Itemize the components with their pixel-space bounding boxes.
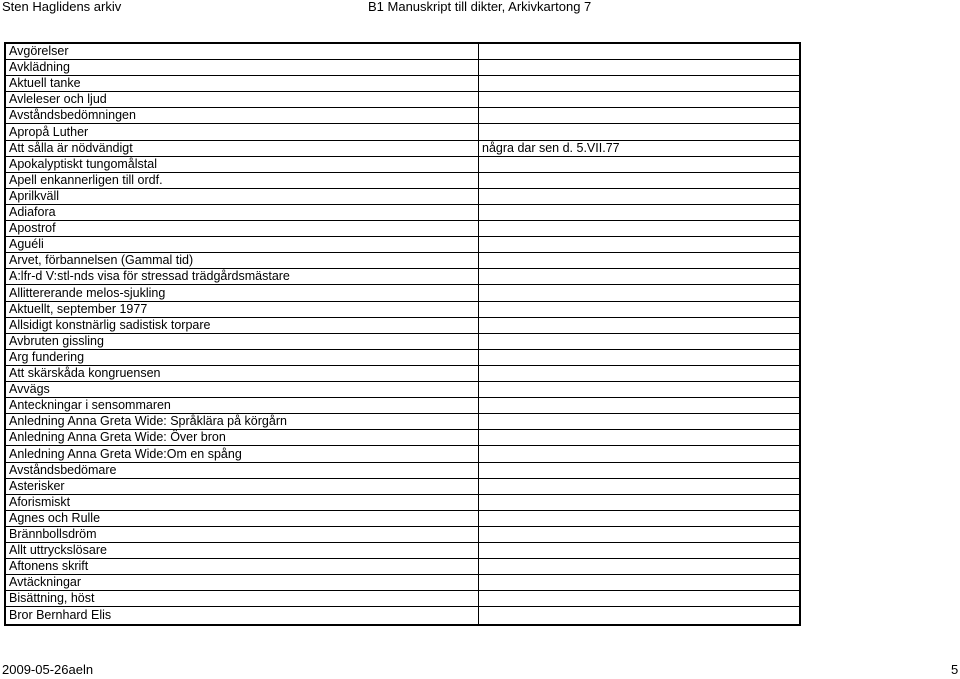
poem-title-cell: Allt uttryckslösare bbox=[9, 543, 107, 558]
table-row bbox=[6, 173, 799, 189]
table-row bbox=[6, 608, 799, 624]
poem-title-cell: Allittererande melos-sjukling bbox=[9, 285, 166, 300]
table-row bbox=[6, 527, 799, 543]
poem-title-cell: Arg fundering bbox=[9, 349, 85, 364]
poem-title-cell: Allsidigt konstnärlig sadistisk torpare bbox=[9, 317, 211, 332]
table-row bbox=[6, 575, 799, 591]
table-row bbox=[6, 108, 799, 124]
poem-title-cell: Bror Bernhard Elis bbox=[9, 607, 112, 622]
table-row bbox=[6, 447, 799, 463]
poem-title-cell: Avvägs bbox=[9, 382, 50, 397]
table-row bbox=[6, 366, 799, 382]
table-row bbox=[6, 157, 799, 173]
table-row bbox=[6, 414, 799, 430]
poem-title-cell: Aguéli bbox=[9, 237, 44, 252]
table-row bbox=[6, 205, 799, 221]
table-row bbox=[6, 76, 799, 92]
table-row bbox=[6, 479, 799, 495]
poem-title-cell: Att skärskåda kongruensen bbox=[9, 366, 161, 380]
table-row bbox=[6, 350, 799, 366]
poem-title-cell: A:lfr-d V:stl-nds visa för stressad trädgårdsmästare bbox=[9, 269, 290, 284]
poem-title-cell: Anteckningar i sensommaren bbox=[9, 398, 171, 413]
table-row bbox=[6, 318, 799, 334]
poem-title-cell: Asterisker bbox=[9, 478, 65, 493]
poem-title-cell: Aktuell tanke bbox=[9, 76, 81, 91]
table-row bbox=[6, 92, 799, 108]
poem-title-cell: Avleleser och ljud bbox=[9, 92, 107, 107]
table-row bbox=[6, 44, 799, 60]
table-row bbox=[6, 189, 799, 205]
table-row bbox=[6, 221, 799, 237]
header-section-title: B1 Manuskript till dikter, Arkivkartong 7 bbox=[368, 0, 592, 14]
poem-title-cell: Apokalyptiskt tungomålstal bbox=[9, 156, 157, 171]
header-archive-name: Sten Haglidens arkiv bbox=[2, 0, 122, 14]
table-row bbox=[6, 125, 799, 141]
poem-title-cell: Avståndsbedömningen bbox=[9, 108, 136, 123]
poem-title-cell: Aprilkväll bbox=[9, 188, 60, 203]
poem-title-cell: Avgörelser bbox=[9, 44, 69, 58]
poem-title-cell: Avbruten gissling bbox=[9, 333, 104, 348]
poem-title-cell: Aktuellt, september 1977 bbox=[9, 301, 148, 316]
table-row bbox=[6, 430, 799, 446]
footer-date: 2009-05-26aeln bbox=[2, 662, 94, 677]
table-row bbox=[6, 302, 799, 318]
table-row bbox=[6, 543, 799, 559]
poem-title-cell: Anledning Anna Greta Wide: Över bron bbox=[9, 430, 226, 445]
poem-title-cell: Anledning Anna Greta Wide: Språklära på körgårn bbox=[9, 414, 287, 429]
table-row bbox=[6, 463, 799, 479]
table-row bbox=[6, 591, 799, 607]
table-row bbox=[6, 382, 799, 398]
poem-title-cell: Apropå Luther bbox=[9, 124, 89, 139]
table-row bbox=[6, 141, 799, 157]
table-row bbox=[6, 495, 799, 511]
table-row bbox=[6, 334, 799, 350]
manuscript-table bbox=[4, 42, 801, 626]
poem-title-cell: Brännbollsdröm bbox=[9, 527, 97, 541]
poem-title-cell: Aftonens skrift bbox=[9, 559, 89, 574]
poem-title-cell: Bisättning, höst bbox=[9, 591, 95, 606]
table-row bbox=[6, 269, 799, 285]
poem-title-cell: Agnes och Rulle bbox=[9, 510, 101, 525]
poem-title-cell: Apell enkannerligen till ordf. bbox=[9, 172, 163, 187]
poem-title-cell: Aforismiskt bbox=[9, 494, 71, 509]
table-row bbox=[6, 286, 799, 302]
table-row bbox=[6, 398, 799, 414]
poem-title-cell: Att sålla är nödvändigt bbox=[9, 140, 133, 155]
footer-page-number: 5 bbox=[951, 662, 959, 677]
table-row bbox=[6, 253, 799, 269]
table-row bbox=[6, 511, 799, 527]
poem-title-cell: Anledning Anna Greta Wide:Om en spång bbox=[9, 446, 242, 461]
note-cell: några dar sen d. 5.VII.77 bbox=[482, 140, 620, 155]
poem-title-cell: Avståndsbedömare bbox=[9, 462, 117, 477]
poem-title-cell: Avklädning bbox=[9, 60, 70, 75]
poem-title-cell: Avtäckningar bbox=[9, 575, 82, 590]
table-row bbox=[6, 60, 799, 76]
poem-title-cell: Arvet, förbannelsen (Gammal tid) bbox=[9, 253, 194, 268]
table-row bbox=[6, 237, 799, 253]
poem-title-cell: Adiafora bbox=[9, 205, 56, 219]
poem-title-cell: Apostrof bbox=[9, 221, 56, 236]
table-row bbox=[6, 559, 799, 575]
